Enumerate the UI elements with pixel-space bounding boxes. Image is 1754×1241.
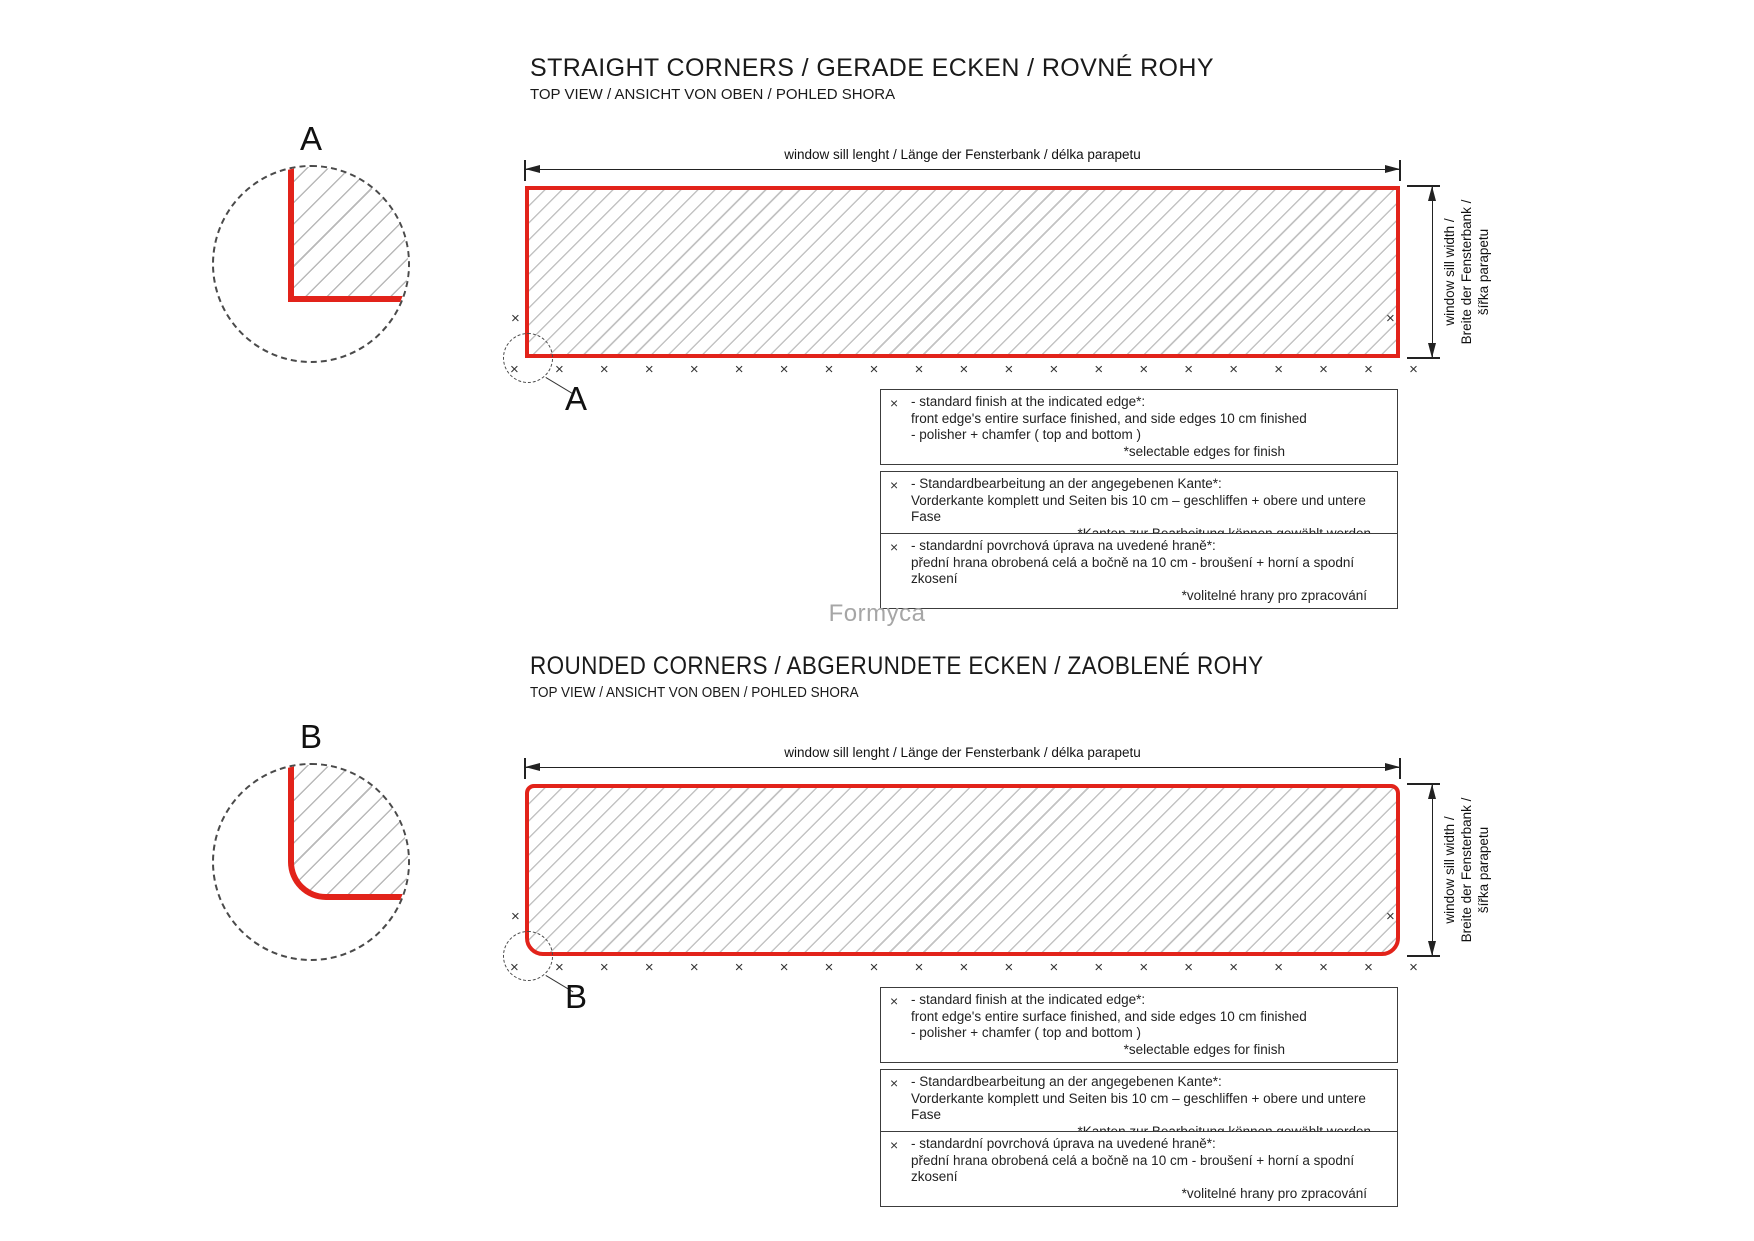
- x-mark: ×: [1229, 959, 1239, 976]
- x-mark: ×: [511, 310, 520, 327]
- arrow-down-icon: [1428, 941, 1436, 956]
- section-straight-corners: [0, 0, 1754, 603]
- section-subtitle: TOP VIEW / ANSICHT VON OBEN / POHLED SHORA: [530, 86, 896, 103]
- legend-line: Vorderkante komplett und Seiten bis 10 cm – geschliffen + obere und untere Fase: [911, 1090, 1366, 1122]
- x-mark: ×: [511, 908, 520, 925]
- callout-label: B: [565, 978, 588, 1015]
- width-dimension-line: [1432, 186, 1433, 358]
- x-mark: ×: [890, 395, 899, 411]
- detail-label: A: [299, 120, 322, 157]
- x-mark: ×: [914, 361, 924, 378]
- arrow-left-icon: [525, 763, 540, 771]
- x-mark: ×: [554, 959, 564, 976]
- x-mark: ×: [1184, 361, 1194, 378]
- x-mark: ×: [890, 993, 899, 1009]
- legend-line: - standardní povrchová úprava na uvedené hraně*:: [911, 1136, 1216, 1151]
- x-mark: ×: [1386, 908, 1395, 925]
- callout-label: A: [565, 380, 588, 417]
- corner-detail-circle: [212, 165, 410, 363]
- legend-line: - polisher + chamfer ( top and bottom ): [911, 1025, 1141, 1040]
- x-mark: ×: [599, 959, 609, 976]
- length-dimension-label: window sill lenght / Länge der Fensterbank / délka parapetu: [784, 147, 1141, 162]
- width-label-line: window sill width /: [1442, 816, 1457, 924]
- width-label-line: window sill width /: [1442, 218, 1457, 326]
- length-dimension-label: window sill lenght / Länge der Fensterbank / délka parapetu: [784, 745, 1141, 760]
- x-mark: ×: [959, 959, 969, 976]
- x-mark: ×: [1409, 361, 1418, 378]
- x-mark: ×: [824, 959, 834, 976]
- corner-profile: [288, 763, 410, 900]
- legend-line: - Standardbearbeitung an der angegebenen Kante*:: [911, 476, 1222, 491]
- watermark-formyca: Formyca: [828, 600, 926, 627]
- x-mark: ×: [1364, 361, 1373, 378]
- window-sill-outline: [525, 784, 1400, 956]
- legend-note: *selectable edges for finish: [1123, 1041, 1285, 1057]
- x-mark: ×: [1094, 361, 1104, 378]
- edge-finish-marks: [510, 361, 1418, 378]
- legend-line: přední hrana obrobená celá a bočně na 10 cm - broušení + horní a spodní zkosení: [911, 1152, 1355, 1184]
- x-mark: ×: [554, 361, 564, 378]
- section-title: STRAIGHT CORNERS / GERADE ECKEN / ROVNÉ ROHY: [530, 54, 1214, 82]
- x-mark: ×: [1319, 959, 1328, 976]
- x-mark: ×: [689, 959, 699, 976]
- x-mark: ×: [1274, 361, 1283, 378]
- x-mark: ×: [1386, 310, 1395, 327]
- arrow-right-icon: [1385, 165, 1400, 173]
- arrow-down-icon: [1428, 343, 1436, 358]
- length-dimension-line: [525, 169, 1400, 170]
- legend-line: front edge's entire surface finished, and side edges 10 cm finished: [911, 410, 1307, 426]
- arrow-up-icon: [1428, 784, 1436, 799]
- arrow-left-icon: [525, 165, 540, 173]
- x-mark: ×: [959, 361, 969, 378]
- x-mark: ×: [734, 959, 744, 976]
- x-mark: ×: [644, 959, 654, 976]
- section-rounded-corners: [0, 598, 1754, 1201]
- legend-note: *volitelné hrany pro zpracování: [1181, 587, 1367, 603]
- x-mark: ×: [510, 959, 519, 976]
- x-mark: ×: [644, 361, 654, 378]
- legend-box-czech: [880, 1131, 1398, 1207]
- width-label-line: šířka parapetu: [1476, 826, 1491, 914]
- x-mark: ×: [599, 361, 609, 378]
- legend-line: - Standardbearbeitung an der angegebenen Kante*:: [911, 1074, 1222, 1089]
- width-dimension-line: [1432, 784, 1433, 956]
- x-mark: ×: [869, 959, 879, 976]
- corner-profile: [288, 165, 410, 302]
- detail-label: B: [299, 718, 322, 755]
- legend-line: front edge's entire surface finished, and side edges 10 cm finished: [911, 1008, 1307, 1024]
- x-mark: ×: [1184, 959, 1194, 976]
- x-mark: ×: [1319, 361, 1328, 378]
- legend-line: - standard finish at the indicated edge*:: [911, 394, 1146, 409]
- x-mark: ×: [1094, 959, 1104, 976]
- x-mark: ×: [824, 361, 834, 378]
- length-dimension-line: [525, 767, 1400, 768]
- width-dimension-label: [1441, 740, 1495, 1000]
- width-label-line: Breite der Fensterbank /: [1459, 199, 1474, 345]
- legend-line: - standard finish at the indicated edge*:: [911, 992, 1146, 1007]
- x-mark: ×: [890, 1075, 899, 1091]
- width-label-line: šířka parapetu: [1476, 228, 1491, 316]
- x-mark: ×: [1409, 959, 1418, 976]
- section-title: ROUNDED CORNERS / ABGERUNDETE ECKEN / ZAOBLENÉ ROHY: [530, 652, 1264, 680]
- width-label-line: Breite der Fensterbank /: [1459, 797, 1474, 943]
- legend-line: - polisher + chamfer ( top and bottom ): [911, 427, 1141, 442]
- x-mark: ×: [779, 361, 789, 378]
- x-mark: ×: [779, 959, 789, 976]
- x-mark: ×: [734, 361, 744, 378]
- x-mark: ×: [1139, 959, 1149, 976]
- x-mark: ×: [1139, 361, 1149, 378]
- x-mark: ×: [510, 361, 519, 378]
- x-mark: ×: [1049, 959, 1059, 976]
- legend-line: Vorderkante komplett und Seiten bis 10 cm – geschliffen + obere und untere Fase: [911, 492, 1366, 524]
- legend-box-english: [880, 389, 1398, 465]
- x-mark: ×: [689, 361, 699, 378]
- legend-box-english: [880, 987, 1398, 1063]
- x-mark: ×: [914, 959, 924, 976]
- arrow-right-icon: [1385, 763, 1400, 771]
- corner-detail-circle: [212, 763, 410, 961]
- legend-line: - standardní povrchová úprava na uvedené hraně*:: [911, 538, 1216, 553]
- legend-note: *selectable edges for finish: [1123, 443, 1285, 459]
- window-sill-outline: [525, 186, 1400, 358]
- x-mark: ×: [890, 539, 899, 555]
- corner-callout-circle: [503, 931, 553, 981]
- x-mark: ×: [1229, 361, 1239, 378]
- x-mark: ×: [1274, 959, 1283, 976]
- section-subtitle: TOP VIEW / ANSICHT VON OBEN / POHLED SHORA: [530, 684, 859, 701]
- x-mark: ×: [1004, 959, 1014, 976]
- x-mark: ×: [1004, 361, 1014, 378]
- x-mark: ×: [890, 477, 899, 493]
- edge-finish-marks: [510, 959, 1418, 976]
- x-mark: ×: [1364, 959, 1373, 976]
- arrow-up-icon: [1428, 186, 1436, 201]
- legend-line: přední hrana obrobená celá a bočně na 10 cm - broušení + horní a spodní zkosení: [911, 554, 1355, 586]
- legend-note: *volitelné hrany pro zpracování: [1181, 1185, 1367, 1201]
- corner-callout-circle: [503, 333, 553, 383]
- x-mark: ×: [869, 361, 879, 378]
- x-mark: ×: [890, 1137, 899, 1153]
- width-dimension-label: [1441, 142, 1495, 402]
- x-mark: ×: [1049, 361, 1059, 378]
